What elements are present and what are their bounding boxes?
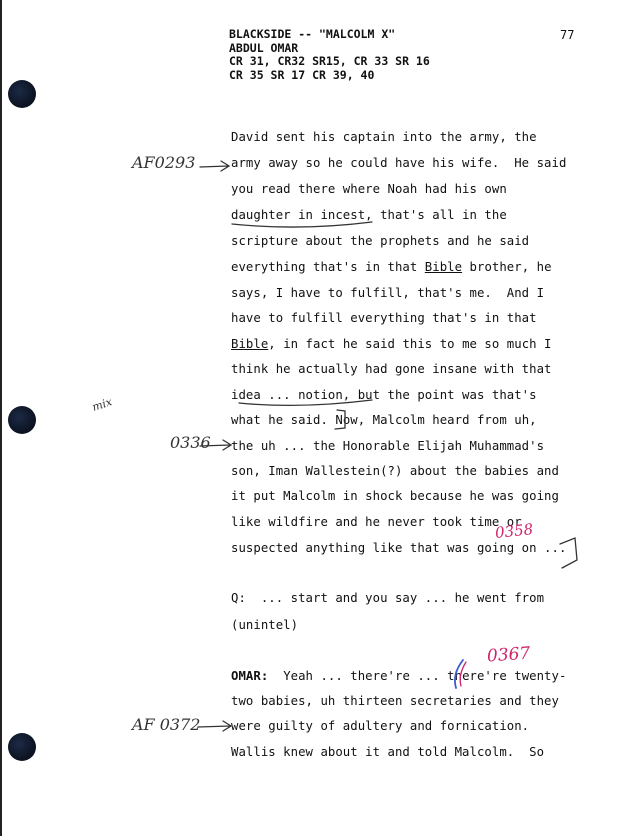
transcript-line: Q: ... start and you say ... he went from <box>231 591 545 605</box>
transcript-line: think he actually had gone insane with that <box>231 362 552 376</box>
transcript-line: you read there where Noah had his own <box>231 182 507 196</box>
transcript-text: Yeah ... there're ... there're twenty- <box>268 669 567 683</box>
red-bracket-mark <box>460 662 466 686</box>
arrow-af0293 <box>200 161 229 171</box>
transcript-text: everything that's in that <box>231 260 425 274</box>
transcript-line: two babies, uh thirteen secretaries and they <box>231 694 559 708</box>
transcript-text: Now, Malcolm heard from uh, <box>327 413 537 427</box>
transcript-text: what he said. <box>231 413 328 427</box>
blue-bracket-mark <box>455 660 463 688</box>
underlined-word: Bible <box>424 260 463 274</box>
handwritten-timecode: 0336 <box>170 433 211 452</box>
handwritten-timecode: AF0293 <box>132 153 196 172</box>
handwritten-timecode: 0367 <box>486 643 531 667</box>
speaker-label: OMAR: <box>231 669 269 683</box>
underline-stroke <box>239 400 372 405</box>
transcript-line: says, I have to fulfill, that's me. And I <box>231 286 545 300</box>
transcript-line: have to fulfill everything that's in that <box>231 311 537 325</box>
transcript-line: Wallis knew about it and told Malcolm. So <box>231 745 545 759</box>
transcript-line: son, Iman Wallestein(?) about the babies and <box>231 464 559 478</box>
transcript-line: were guilty of adultery and fornication. <box>231 719 530 733</box>
transcript-line: like wildfire and he never took time or <box>231 515 522 529</box>
handwritten-note: mix <box>90 395 114 414</box>
header-line: ABDUL OMAR <box>229 40 299 55</box>
transcript-line: it put Malcolm in shock because he was going <box>231 489 559 503</box>
underline-stroke <box>232 222 372 227</box>
transcript-text: brother, he <box>462 260 552 274</box>
handwritten-timecode: 0358 <box>494 520 535 542</box>
bracket-mark <box>560 538 577 568</box>
header-line: CR 35 SR 17 CR 39, 40 <box>229 67 375 82</box>
transcript-line: David sent his captain into the army, the <box>231 130 537 144</box>
transcript-line: scripture about the prophets and he said <box>231 234 530 248</box>
transcript-text: daughter in incest <box>231 208 366 222</box>
arrow-af0372 <box>198 721 231 731</box>
arrow-0336 <box>200 440 231 450</box>
transcript-line: suspected anything like that was going on ... <box>231 541 567 555</box>
transcript-line: the uh ... the Honorable Elijah Muhammad's <box>231 439 545 453</box>
handwritten-timecode: AF 0372 <box>132 715 201 734</box>
transcript-line: idea ... notion, but the point was that's <box>231 388 537 402</box>
transcript-line: (unintel) <box>231 618 299 632</box>
bracket-mark <box>335 410 345 429</box>
header-line: CR 31, CR32 SR15, CR 33 SR 16 <box>229 54 430 68</box>
underlined-word: Bible <box>231 337 269 351</box>
transcript-text: , that's all in the <box>365 208 507 222</box>
header-line: BLACKSIDE -- "MALCOLM X" <box>229 27 396 41</box>
page-number: 77 <box>560 28 575 42</box>
transcript-line: army away so he could have his wife. He said <box>231 156 567 170</box>
transcript-text: , in fact he said this to me so much I <box>268 337 552 351</box>
